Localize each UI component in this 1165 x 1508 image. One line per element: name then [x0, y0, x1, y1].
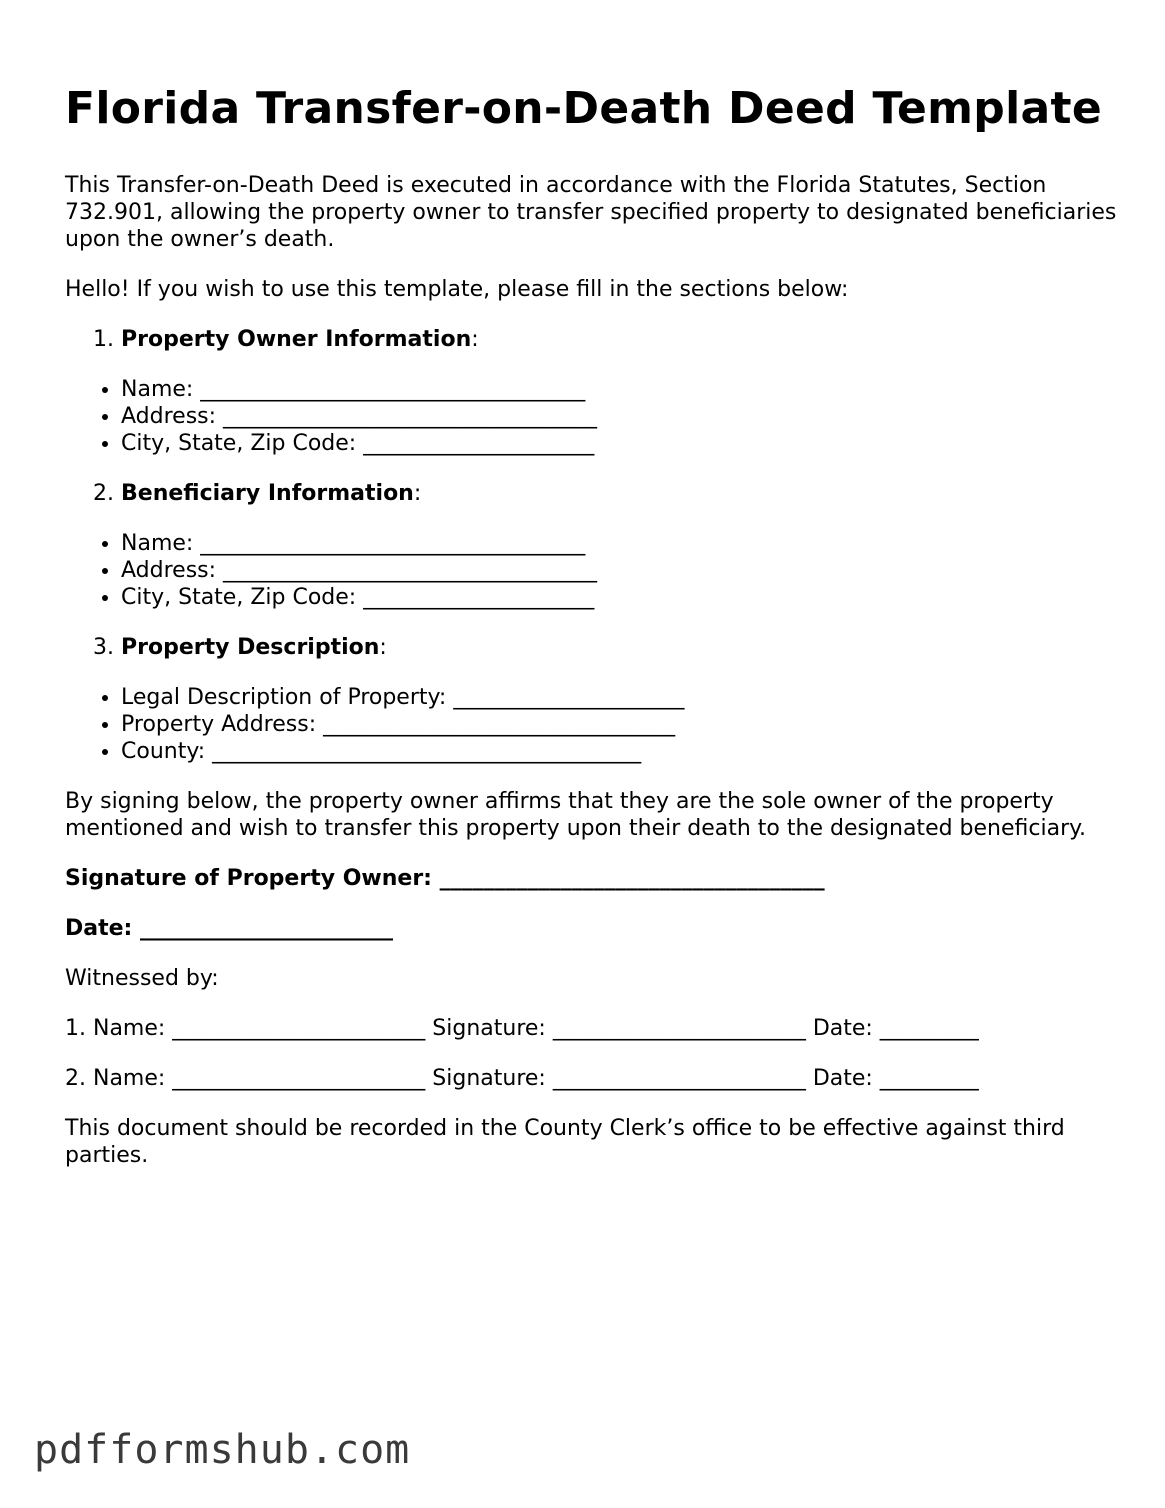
section-heading-text: Beneficiary Information: [121, 481, 414, 506]
property-fields: [65, 684, 1125, 765]
section-heading-text: Property Description: [121, 635, 380, 660]
document-page: [65, 82, 1125, 1169]
section-heading-beneficiary: 2. Beneficiary Information:: [121, 480, 1125, 507]
affirmation-paragraph: By signing below, the property owner affirms that they are the sole owner of the property mentioned and wish to transfer this property upon their death to the designated beneficiary.: [65, 789, 1087, 841]
legal-description-field[interactable]: • Legal Description of Property: _____________________: [121, 684, 1125, 711]
recording-note: This document should be recorded in the County Clerk’s office to be effective against third parties.: [65, 1116, 1065, 1168]
intro-paragraph: This Transfer-on-Death Deed is executed in accordance with the Florida Statutes, Section 732.901, allowing the property owner to transfer specified property to designated beneficiaries upon the owner’s death.: [65, 173, 1117, 252]
owner-city-state-zip-field[interactable]: • City, State, Zip Code: _____________________: [121, 430, 1125, 457]
owner-signature-line[interactable]: Signature of Property Owner: ___________________________________: [65, 866, 825, 891]
section-heading-property: 3. Property Description:: [121, 634, 1125, 661]
document-title: Florida Transfer-on-Death Deed Template: [65, 83, 1102, 134]
beneficiary-address-field[interactable]: • Address: __________________________________: [121, 557, 1125, 584]
beneficiary-city-state-zip-field[interactable]: • City, State, Zip Code: _____________________: [121, 584, 1125, 611]
beneficiary-name-field[interactable]: • Name: ___________________________________: [121, 530, 1125, 557]
property-address-field[interactable]: • Property Address: ________________________________: [121, 711, 1125, 738]
section-list-1: [65, 326, 1125, 353]
watermark-text: pdfformshub.com: [34, 1427, 411, 1473]
owner-name-field[interactable]: • Name: ___________________________________: [121, 376, 1125, 403]
beneficiary-fields: [65, 530, 1125, 611]
witness-line-2[interactable]: 2. Name: _______________________ Signature: _______________________ Date: _________: [65, 1066, 979, 1091]
instructions-paragraph: Hello! If you wish to use this template, please fill in the sections below:: [65, 277, 849, 302]
owner-date-line[interactable]: Date: _______________________: [65, 916, 394, 941]
owner-fields: [65, 376, 1125, 457]
county-field[interactable]: • County: _______________________________________: [121, 738, 1125, 765]
section-list-2: [65, 480, 1125, 507]
owner-address-field[interactable]: • Address: __________________________________: [121, 403, 1125, 430]
witness-line-1[interactable]: 1. Name: _______________________ Signature: _______________________ Date: _________: [65, 1016, 979, 1041]
section-heading-owner: 1. Property Owner Information:: [121, 326, 1125, 353]
witnessed-by-label: Witnessed by:: [65, 966, 219, 991]
section-list-3: [65, 634, 1125, 661]
section-heading-text: Property Owner Information: [121, 327, 472, 352]
